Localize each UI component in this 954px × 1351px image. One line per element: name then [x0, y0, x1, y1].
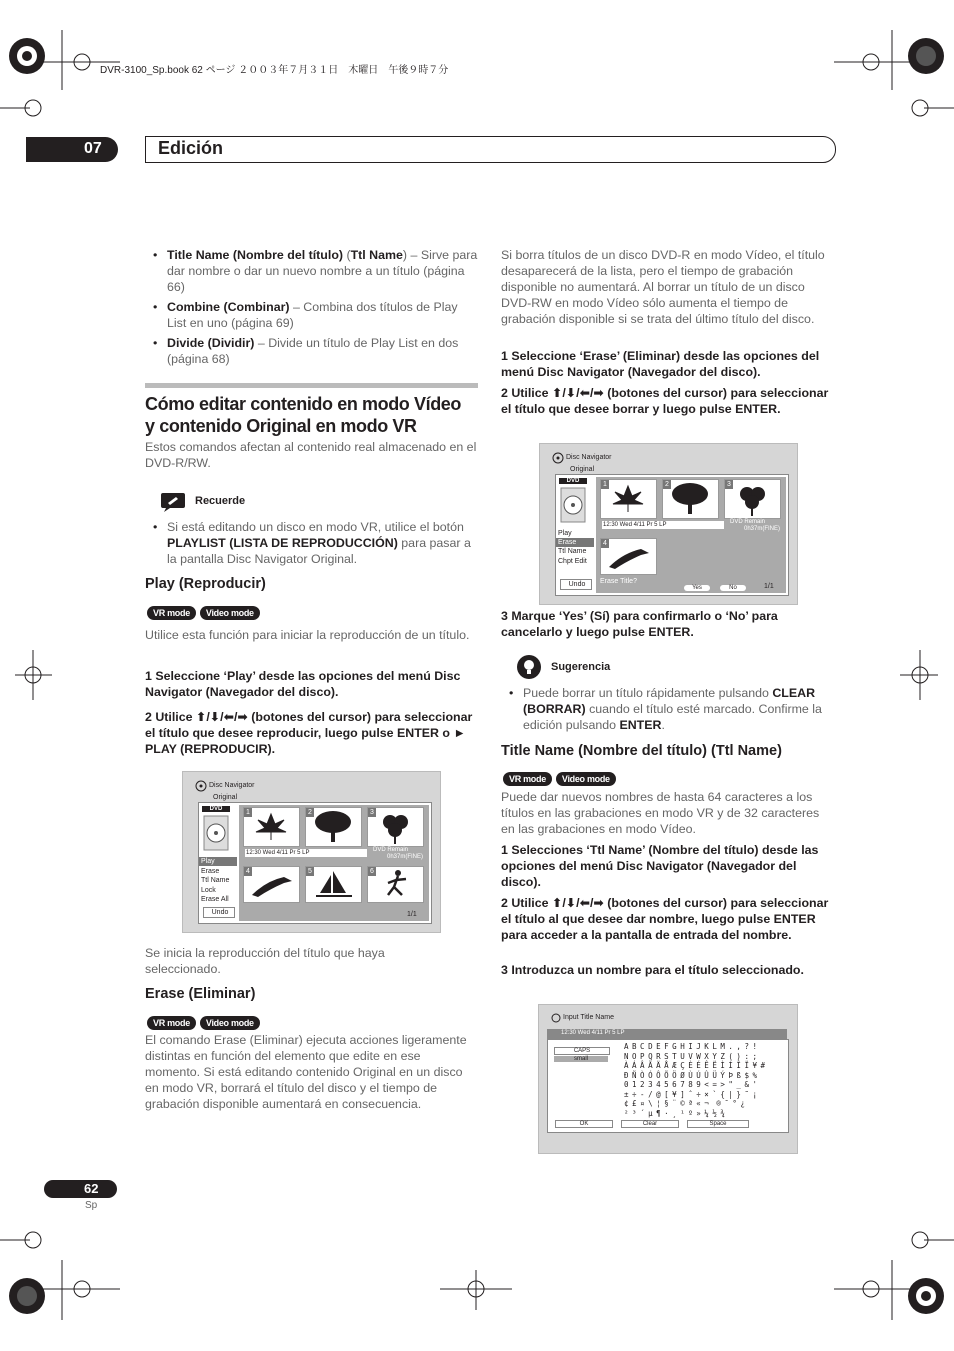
erase-intro: Si borra títulos de un disco DVD-R en modo Vídeo, el título desaparecerá de la lista, pero el tiempo de grabación disponible no aumentará. Al borrar un título de un disco DVD-RW en modo Vídeo sólo aumenta el tiempo de grabación disponible si se trata del último título del disco. [501, 248, 825, 326]
thumbs-area [596, 477, 786, 593]
no-button[interactable]: No [720, 585, 746, 591]
title-number: 1 [244, 808, 252, 817]
video-mode-badge: Video mode [556, 772, 616, 786]
disc-label: DVD [559, 478, 587, 484]
sugerencia-note: • Puede borrar un título rápidamente pulsando CLEAR (BORRAR) cuando el título esté marcado. Confirme la edición pulsando ENTER. [501, 685, 834, 737]
menu-ttl-name[interactable]: Ttl Name [558, 548, 587, 555]
recording-info: 12:30 Wed 4/11 Pr 5 LP [602, 521, 724, 529]
info-bar [547, 1029, 787, 1039]
leaf-icon [244, 808, 299, 846]
vr-mode-badge: VR mode [147, 1016, 196, 1030]
sugerencia-label: Sugerencia [551, 661, 611, 673]
skater-icon [368, 867, 423, 902]
page-indicator: 1/1 [407, 911, 417, 918]
vr-mode-badge: VR mode [503, 772, 552, 786]
recording-info: 12:30 Wed 4/11 Pr 5 LP [245, 849, 367, 857]
flower-icon [725, 480, 780, 518]
bullet-divide: • Divide (Dividir) – Divide un título de Play List en dos (página 68) [145, 335, 478, 367]
remain-box: DVD Remain 0h37m(FINE) [373, 847, 423, 860]
menu-chpt-edit[interactable]: Chpt Edit [558, 558, 587, 565]
menu-undo[interactable]: Undo [560, 579, 592, 590]
title-number: 5 [306, 867, 314, 876]
page-indicator: 1/1 [764, 583, 774, 590]
chapter-title-bar [145, 136, 836, 163]
ttl-badges [503, 769, 620, 787]
disc-graphic-icon [560, 487, 586, 523]
disc-label: DVD [202, 806, 230, 812]
erase-step-1: 1 Seleccione ‘Erase’ (Eliminar) desde las opciones del menú Disc Navigator (Navegador del disco). [501, 349, 820, 379]
bird-icon [244, 867, 299, 902]
play-step-2: 2 Utilice ⬆/⬇/⬅/➡ (botones del cursor) para seleccionar el título que desee reproducir, luego pulse ENTER o ► PLAY (REPRODUCIR). [145, 710, 473, 756]
erase-text: El comando Erase (Eliminar) ejecuta acciones ligeramente distintas en función del elemento que edite en ese momento. Si está editando contenido Original en un disco en modo VR, borrará el título del disco y el tiempo de grabación disponible aumentará en consecuencia. [145, 1033, 467, 1111]
ttl-step-1: 1 Selecciones ‘Ttl Name’ (Nombre del título) desde las opciones del menú Disc Navigator (Navegador del disco). [501, 843, 819, 889]
section-intro: Estos comandos afectan al contenido real almacenado en el DVD-R/RW. [145, 440, 477, 470]
play-heading: Play (Reproducir) [145, 576, 266, 592]
leaf-icon [601, 480, 656, 518]
title-number: 2 [306, 808, 314, 817]
erase-step-2: 2 Utilice ⬆/⬇/⬅/➡ (botones del cursor) para seleccionar el título que desee borrar y luego pulse ENTER. [501, 386, 829, 416]
clear-button[interactable]: Clear [621, 1120, 679, 1128]
title-number: 4 [244, 867, 252, 876]
disc-graphic-icon [203, 815, 229, 851]
erase-badges [147, 1013, 264, 1031]
bird-icon [601, 539, 656, 574]
menu-erase-all[interactable]: Erase All [201, 896, 229, 903]
title-number: 2 [663, 480, 671, 489]
yes-button[interactable]: Yes [684, 585, 710, 591]
video-mode-badge: Video mode [200, 606, 260, 620]
keyboard-frame [547, 1039, 789, 1133]
ttl-step-3: 3 Introduzca un nombre para el título seleccionado. [501, 963, 804, 977]
left-bullets [145, 247, 478, 371]
recording-info: 12:30 Wed 4/11 Pr 5 LP [561, 1030, 625, 1036]
flower-icon [368, 808, 423, 846]
menu-erase[interactable]: Erase [556, 538, 594, 547]
file-info: DVR-3100_Sp.book 62 ページ ２００３年７月３１日 木曜日 午後９時７分 [100, 65, 449, 76]
page-number-badge [44, 1180, 117, 1198]
remain-box: DVD Remain 0h37m(FINE) [730, 519, 780, 532]
vr-mode-badge: VR mode [147, 606, 196, 620]
page-lang: Sp [85, 1200, 98, 1211]
tree-icon [663, 480, 718, 518]
disc-icon [551, 1013, 561, 1023]
recuerde-label: Recuerde [195, 495, 246, 507]
chapter-title: Edición [158, 138, 224, 158]
erase-prompt: Erase Title? [600, 578, 637, 585]
character-grid: A B C D E F G H I J K L M . , ? ! N O P Q R S T U V W X Y Z ( ) : ; À Á Â Ã Ä Å Æ Ç È É Ê Ë Ì Í Î Ï ¥ # Ð Ñ Ò Ó Ô Õ Ö Ø Ù Ú Û Ü Ý Þ ß $ % 0 1 2 3 4 5 6 7 8 9 < = > " _ & ' ± ÷ - / @ [ ¥ ] ˆ ÷ × ` { | } ˜ ¡ ¢ £ ¤ \ ¦ § ¨ © ª « ¬ ® ¯ ° ¿ ² ³ ´ µ ¶ · ¸ ¹ º » ¼ ½ ¾ [624, 1042, 765, 1118]
play-step-1: 1 Seleccione ‘Play’ desde las opciones del menú Disc Navigator (Navegador del disco). [145, 669, 461, 699]
disc-icon [552, 452, 564, 464]
small-button[interactable]: small [554, 1056, 608, 1062]
play-badges [147, 603, 264, 621]
menu-play[interactable]: Play [199, 857, 237, 866]
title-number: 1 [601, 480, 609, 489]
bullet-combine: • Combine (Combinar) – Combina dos títulos de Play List en uno (página 69) [145, 299, 478, 331]
menu-lock[interactable]: Lock [201, 887, 216, 894]
tree-icon [306, 808, 361, 846]
disc-navigator-screenshot-erase [539, 443, 798, 605]
input-title-name-screenshot [538, 1004, 798, 1154]
title-number: 6 [368, 867, 376, 876]
screen-tab: Original [213, 794, 238, 801]
screen-frame [555, 474, 789, 596]
video-mode-badge: Video mode [200, 1016, 260, 1030]
ttl-heading: Title Name (Nombre del título) (Ttl Name) [501, 743, 782, 759]
ok-button[interactable]: OK [555, 1120, 613, 1128]
menu-play[interactable]: Play [558, 530, 572, 537]
screen-title: Disc Navigator [566, 454, 612, 461]
tip-icon [516, 654, 542, 680]
sailboat-icon [306, 867, 361, 902]
recuerde-note: • Si está editando un disco en modo VR, utilice el botón PLAYLIST (LISTA DE REPRODUCCIÓN) para pasar a la pantalla Disc Navigator Original. [145, 519, 478, 571]
menu-undo[interactable]: Undo [203, 907, 235, 918]
chapter-number: 07 [84, 140, 102, 157]
note-icon [160, 491, 186, 513]
erase-heading: Erase (Eliminar) [145, 986, 256, 1002]
thumbs-area [239, 805, 429, 921]
title-number: 4 [601, 539, 609, 548]
space-button[interactable]: Space [687, 1120, 749, 1128]
disc-icon [195, 780, 207, 792]
menu-erase[interactable]: Erase [201, 868, 220, 875]
screen-tab: Original [570, 466, 595, 473]
play-after: Se inicia la reproducción del título que haya seleccionado. [145, 946, 385, 976]
disc-navigator-screenshot-play [182, 771, 441, 933]
page-number: 62 [84, 1181, 99, 1196]
menu-ttl-name[interactable]: Ttl Name [201, 877, 230, 884]
chapter-badge [26, 137, 118, 162]
ttl-intro: Puede dar nuevos nombres de hasta 64 caracteres a los títulos en las grabaciones en modo VR y de 32 caracteres en las grabaciones en modo Vídeo. [501, 790, 820, 836]
screen-title: Disc Navigator [209, 782, 255, 789]
caps-button[interactable]: CAPS [554, 1047, 610, 1055]
section-title: Cómo editar contenido en modo Vídeo y contenido Original en modo VR [145, 394, 462, 436]
title-number: 3 [725, 480, 733, 489]
play-intro: Utilice esta función para iniciar la reproducción de un título. [145, 628, 470, 642]
screen-title: Input Title Name [563, 1014, 614, 1021]
screen-frame [198, 802, 432, 924]
ttl-step-2: 2 Utilice ⬆/⬇/⬅/➡ (botones del cursor) para seleccionar el título al que desee dar nombre, luego pulse ENTER para acceder a la pantalla de entrada del nombre. [501, 896, 829, 942]
bullet-title-name: • Title Name (Nombre del título) (Ttl Name) – Sirve para dar nombre o dar un nuevo nombre a un título (página 66) [145, 247, 478, 295]
title-number: 3 [368, 808, 376, 817]
section-rule [145, 383, 478, 388]
erase-step-3: 3 Marque ‘Yes’ (Sí) para confirmarlo o ‘No’ para cancelarlo y luego pulse ENTER. [501, 609, 778, 639]
